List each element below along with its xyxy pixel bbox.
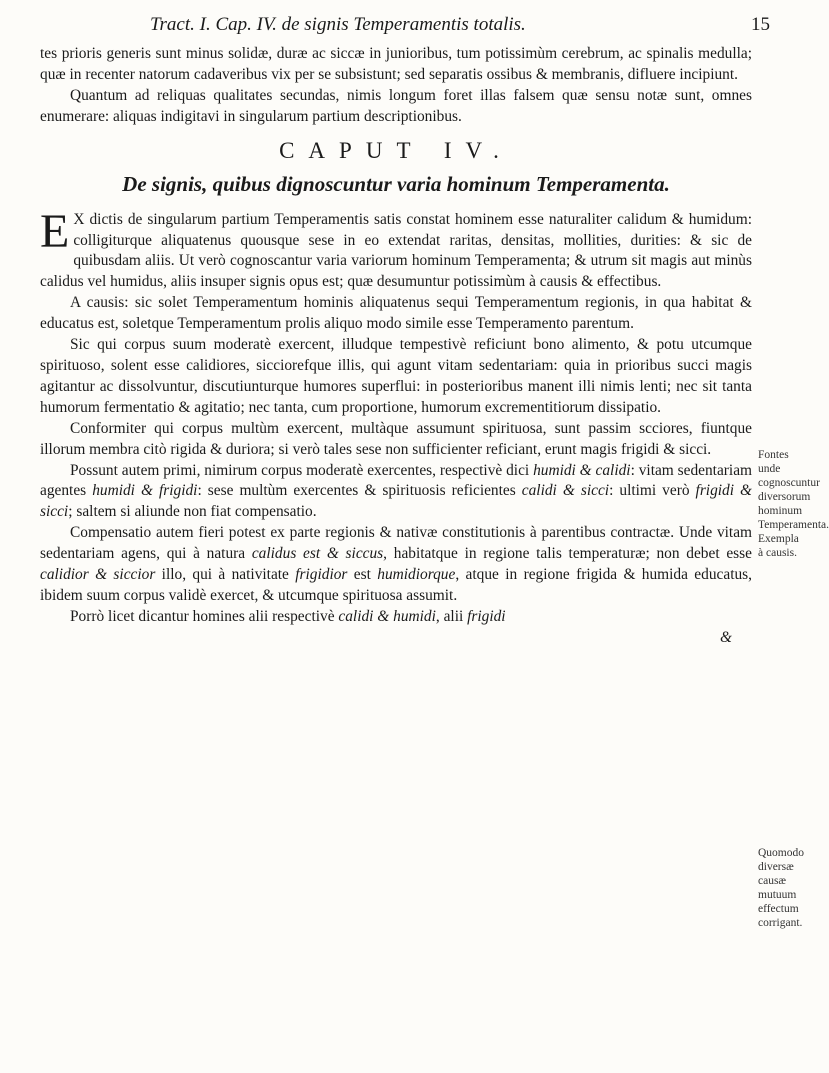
text: : ultimi verò [609,482,696,500]
paragraph: Sic qui corpus suum moderatè exercent, illudque tempestivè reficiunt bono alimento, & potu utcumque spirituoso, solent esse calidiores, sicciorefque illis, qui agunt vitam sedentariam: quia in prioribus succi magis agitantur ac dissolvuntur, discutiunturque humores superflui: in posterioribus manent illi nimis lenti; nec sit tanta humorum fermentatio & agitatio; nec tanta, cum proportione, humorum excrementitiorum dissipatio. [40,336,752,416]
italic-term: humidi & calidi [533,461,631,479]
chapter-subtitle: De signis, quibus dignoscuntur varia hominum Temperamenta. [122,171,670,196]
page-number: 15 [751,14,770,35]
text: Porrò licet dicantur homines alii respectivè [70,607,339,625]
italic-term: humidiorque [377,566,456,584]
italic-term: calidus est & siccus [251,545,384,563]
paragraph-text: X dictis de singularum partium Temperamentis satis constat hominem esse naturaliter calidum & humidum: colligiturque aliquatenus quousque sese in eo extendat raritas, densitas, mollities, durities: & sic de quibusdam aliis. Ut verò cognoscantur varia variorum hominum Temperamenta; & utrum sit magis aut minùs calidus vel humidus, aliis insuper signis opus est; quæ desumuntur potissimùm à causis & effectibus. [40,210,752,291]
chapter-heading: CAPUT IV. [279,137,513,163]
italic-term: frigidi & sicci [40,482,753,521]
italic-term: calidior & siccior [40,566,156,584]
text: : vitam sedentariam agentes [40,461,752,500]
text-body [40,44,752,649]
paragraph [40,461,752,524]
paragraph [40,204,752,294]
catchword: & [720,628,732,646]
text: ; saltem si aliunde non fiat compensatio. [68,503,317,521]
text: : sese multùm exercentes & spirituosis reficientes [197,482,522,500]
text: Compensatio autem fieri potest ex parte regionis & nativæ constitutionis à parentibus contractæ. Unde vitam sedentariam agens, qui à natura [40,524,752,563]
paragraph: A causis: sic solet Temperamentum hominis aliquatenus sequi Temperamentum regionis, in qua habitat & educatus est, soletque Temperamentum prolis aliquo modo simile esse Temperamento parentum. [40,294,752,333]
text: , atque in regione frigida & humida educatus, ibidem suum corpus validè exercet, & utcumque spirituosa assumit. [40,566,753,604]
italic-term: humidi & frigidi [92,482,198,500]
margin-note: Fontes unde cognoscuntur diversorum hominum Temperamenta. Exempla à causis. [758,449,829,559]
text: illo, qui à nativitate [155,566,296,584]
paragraph: tes prioris generis sunt minus solidæ, duræ ac siccæ in junioribus, tum potissimùm cerebrum, ac spinalis medulla; quæ in recenter natorum cadaveribus vix per se subsistunt; sed separatis ossibus & membranis, difluere incipiunt. [40,45,752,83]
text: , alii [435,607,468,625]
text: Possunt autem primi, nimirum corpus moderatè exercentes, respectivè dici [70,461,534,479]
italic-term: calidi & sicci [521,482,610,500]
margin-note: Quomodo diversæ causæ mutuum effectum corrigant. [758,847,804,929]
paragraph [40,607,752,628]
italic-term: calidi & humidi [338,607,436,625]
italic-term: frigidior [295,566,348,584]
text: est [347,566,378,584]
drop-cap: E [40,204,70,258]
running-header [70,12,770,42]
paragraph: Quantum ad reliquas qualitates secundas, nimis longum foret illas falsem quæ sensu notæ sunt, omnes enumerare: aliquas indigitavi in singularum partium descriptionibus. [40,86,752,125]
italic-term: frigidi [467,607,506,625]
paragraph [40,523,752,607]
paragraph: Conformiter qui corpus multùm exercent, multàque assumunt spirituosa, sunt passim scciores, fiuntque illorum membra citò rigida & duriora; si verò tales sese non sufficienter reficiant, erunt magis frigidi & sicci. [40,419,752,458]
text: , habitatque in regione talis temperaturæ; non debet esse [383,545,752,563]
running-title: Tract. I. Cap. IV. de signis Temperamentis totalis. [150,14,526,35]
